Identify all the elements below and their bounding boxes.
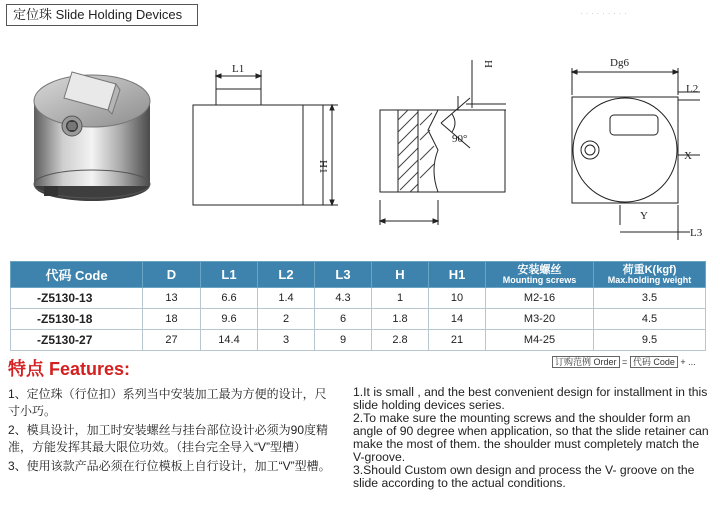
dim-h1: H1 xyxy=(317,160,329,174)
cell-l1: 14.4 xyxy=(201,330,258,351)
col-header-l3: L3 xyxy=(315,262,372,288)
col-header-code: 代码 Code xyxy=(11,262,143,288)
cell-weight: 3.5 xyxy=(594,288,706,309)
col-header-screws-en: Mounting screws xyxy=(502,274,577,285)
header-title: 定位珠 Slide Holding Devices xyxy=(13,7,183,22)
cell-code: -Z5130-13 xyxy=(11,288,143,309)
cell-d: 13 xyxy=(143,288,201,309)
top-view-drawing xyxy=(572,68,700,240)
table-header-row xyxy=(11,262,706,288)
cell-d: 18 xyxy=(143,309,201,330)
feature-en-item: 1.It is small , and the best convenient design for installment in this slide holding devices series. xyxy=(353,385,708,412)
cell-screws: M2-16 xyxy=(486,288,594,309)
table-row xyxy=(11,330,706,351)
order-eq: = xyxy=(622,357,628,367)
col-header-l1: L1 xyxy=(201,262,258,288)
cell-code: -Z5130-27 xyxy=(11,330,143,351)
product-photo xyxy=(34,72,150,201)
col-header-h1: H1 xyxy=(429,262,486,288)
dim-h: H xyxy=(482,60,494,68)
col-header-weight-cn: 荷重K(kgf) xyxy=(622,263,677,276)
features-cn-list xyxy=(8,386,333,477)
dim-dg6: Dg6 xyxy=(610,57,629,69)
dim-l3: L3 xyxy=(690,227,703,239)
dim-angle: 90° xyxy=(452,133,468,145)
cell-l1: 6.6 xyxy=(201,288,258,309)
col-header-screws xyxy=(486,262,594,288)
feature-en-item: 2.To make sure the mounting screws and the shoulder form an angle of 90 degree when application, so that the slide retainer can make the most of them. the shoulder must completely match the V-groove. xyxy=(353,411,709,464)
cell-code: -Z5130-18 xyxy=(11,309,143,330)
features-title: 特点 Features: xyxy=(8,359,131,379)
table-row xyxy=(11,309,706,330)
section-view-drawing xyxy=(380,60,506,225)
cell-l3: 4.3 xyxy=(315,288,372,309)
feature-cn-item: 1、定位珠（行位扣）系列当中安装加工最为方便的设计，尺寸小巧。 xyxy=(8,387,327,418)
cell-h: 2.8 xyxy=(372,330,429,351)
cell-d: 27 xyxy=(143,330,201,351)
cell-l2: 3 xyxy=(258,330,315,351)
table-row xyxy=(11,288,706,309)
cell-h1: 21 xyxy=(429,330,486,351)
cell-h1: 14 xyxy=(429,309,486,330)
side-view-drawing xyxy=(193,70,338,205)
order-plus: + ... xyxy=(680,357,696,367)
cell-h: 1 xyxy=(372,288,429,309)
cell-weight: 4.5 xyxy=(594,309,706,330)
dim-l1: L1 xyxy=(232,63,245,75)
cell-l3: 9 xyxy=(315,330,372,351)
spec-table xyxy=(10,261,706,351)
cell-l2: 1.4 xyxy=(258,288,315,309)
cell-screws: M4-25 xyxy=(486,330,594,351)
features-en-list xyxy=(353,386,713,490)
cell-l1: 9.6 xyxy=(201,309,258,330)
dim-y: Y xyxy=(640,210,648,222)
cell-h: 1.8 xyxy=(372,309,429,330)
order-label: 订购范例 Order xyxy=(552,356,620,368)
feature-cn-item: 2、模具设计，加工时安装螺丝与挂台部位设计必须为90度精准，方能发挥其最大限位功效。（挂台完全导入“V”型槽） xyxy=(8,423,329,454)
order-code: 代码 Code xyxy=(630,356,678,368)
col-header-screws-cn: 安装螺丝 xyxy=(517,263,562,276)
dim-l2: L2 xyxy=(686,83,699,95)
col-header-weight-en: Max.holding weight xyxy=(607,274,692,285)
cell-weight: 9.5 xyxy=(594,330,706,351)
decorative-dots: · · · · · · · · · xyxy=(580,8,627,18)
feature-cn-item: 3、使用该款产品必须在行位模板上自行设计，加工“V”型槽。 xyxy=(8,459,331,473)
order-example xyxy=(552,355,696,368)
col-header-h: H xyxy=(372,262,429,288)
col-header-weight xyxy=(594,262,706,288)
feature-en-item: 3.Should Custom own design and process the V- groove on the slide according to the actual conditions. xyxy=(353,463,695,490)
cell-screws: M3-20 xyxy=(486,309,594,330)
cell-l2: 2 xyxy=(258,309,315,330)
dim-x: X xyxy=(684,150,692,162)
col-header-l2: L2 xyxy=(258,262,315,288)
cell-l3: 6 xyxy=(315,309,372,330)
col-header-d: D xyxy=(143,262,201,288)
cell-h1: 10 xyxy=(429,288,486,309)
